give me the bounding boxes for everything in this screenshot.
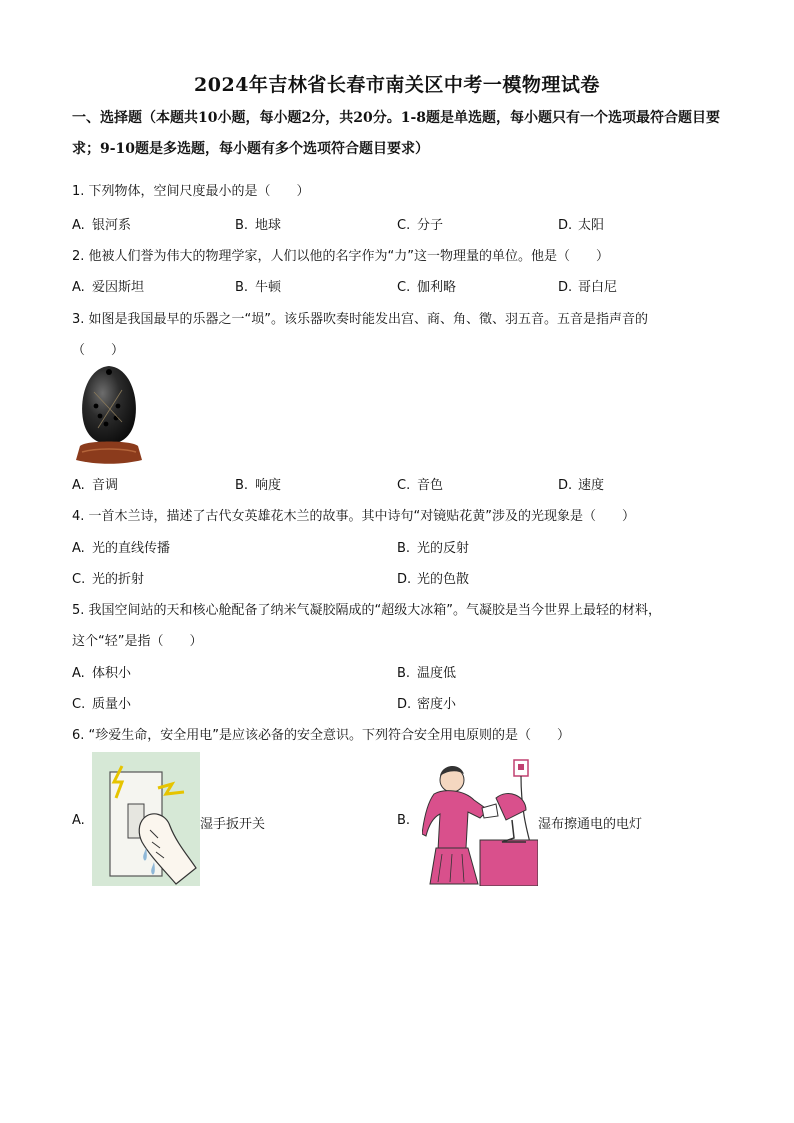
q4-option-a[interactable]: A. 光的直线传播 bbox=[72, 541, 171, 556]
question-4-stem: 4. 一首木兰诗，描述了古代女英雄花木兰的故事。其中诗句“对镜贴花黄”涉及的光现象是（ ） bbox=[72, 509, 636, 524]
xun-instrument-image bbox=[72, 362, 146, 466]
question-3-stem-cont: （ ） bbox=[72, 343, 125, 358]
q1-option-b[interactable]: B. 地球 bbox=[235, 218, 282, 233]
question-5-stem: 5. 我国空间站的天和核心舱配备了纳米气凝胶隔成的“超级大冰箱”。气凝胶是当今世界上最轻的材料， bbox=[72, 603, 662, 618]
q5-option-d[interactable]: D. 密度小 bbox=[397, 697, 457, 712]
question-1-stem: 1. 下列物体，空间尺度最小的是（ ） bbox=[72, 184, 310, 199]
question-3-stem: 3. 如图是我国最早的乐器之一“埙”。该乐器吹奏时能发出宫、商、角、徵、羽五音。五音是指声音的 bbox=[72, 312, 649, 327]
q4-option-d[interactable]: D. 光的色散 bbox=[397, 572, 470, 587]
wet-cloth-lamp-image bbox=[422, 758, 538, 886]
q5-option-b[interactable]: B. 温度低 bbox=[397, 666, 457, 681]
q2-option-c[interactable]: C. 伽利略 bbox=[397, 280, 457, 295]
q4-option-c[interactable]: C. 光的折射 bbox=[72, 572, 145, 587]
q1-option-c[interactable]: C. 分子 bbox=[397, 218, 444, 233]
q5-option-c[interactable]: C. 质量小 bbox=[72, 697, 132, 712]
q2-option-a[interactable]: A. 爱因斯坦 bbox=[72, 280, 145, 295]
q2-option-b[interactable]: B. 牛顿 bbox=[235, 280, 282, 295]
q6-option-b-text[interactable]: 湿布擦通电的电灯 bbox=[538, 817, 643, 832]
question-6-stem: 6. “珍爱生命，安全用电”是应该必备的安全意识。下列符合安全用电原则的是（ ） bbox=[72, 728, 571, 743]
q6-option-a-text[interactable]: 湿手扳开关 bbox=[200, 817, 266, 832]
question-2-stem: 2. 他被人们誉为伟大的物理学家，人们以他的名字作为“力”这一物理量的单位。他是（ ） bbox=[72, 249, 610, 264]
q2-option-d[interactable]: D. 哥白尼 bbox=[558, 280, 618, 295]
q1-option-d[interactable]: D. 太阳 bbox=[558, 218, 605, 233]
q3-option-a[interactable]: A. 音调 bbox=[72, 478, 119, 493]
section-heading: 一、选择题（本题共10小题，每小题2分，共20分。1-8题是单选题，每小题只有一个选项最符合题目要求；9-10题是多选题，每小题有多个选项符合题目要求） bbox=[72, 110, 720, 157]
q6-option-b-key[interactable]: B. bbox=[397, 813, 411, 828]
page-title: 2024年吉林省长春市南关区中考一模物理试卷 bbox=[194, 74, 600, 96]
q3-option-d[interactable]: D. 速度 bbox=[558, 478, 605, 493]
q1-option-a[interactable]: A. 银河系 bbox=[72, 218, 132, 233]
q5-option-a[interactable]: A. 体积小 bbox=[72, 666, 132, 681]
question-5-stem-cont: 这个“轻”是指（ ） bbox=[72, 634, 203, 649]
wet-hand-switch-image bbox=[92, 752, 200, 886]
q3-option-c[interactable]: C. 音色 bbox=[397, 478, 444, 493]
q6-option-a-key[interactable]: A. bbox=[72, 813, 85, 828]
q3-option-b[interactable]: B. 响度 bbox=[235, 478, 282, 493]
q4-option-b[interactable]: B. 光的反射 bbox=[397, 541, 470, 556]
